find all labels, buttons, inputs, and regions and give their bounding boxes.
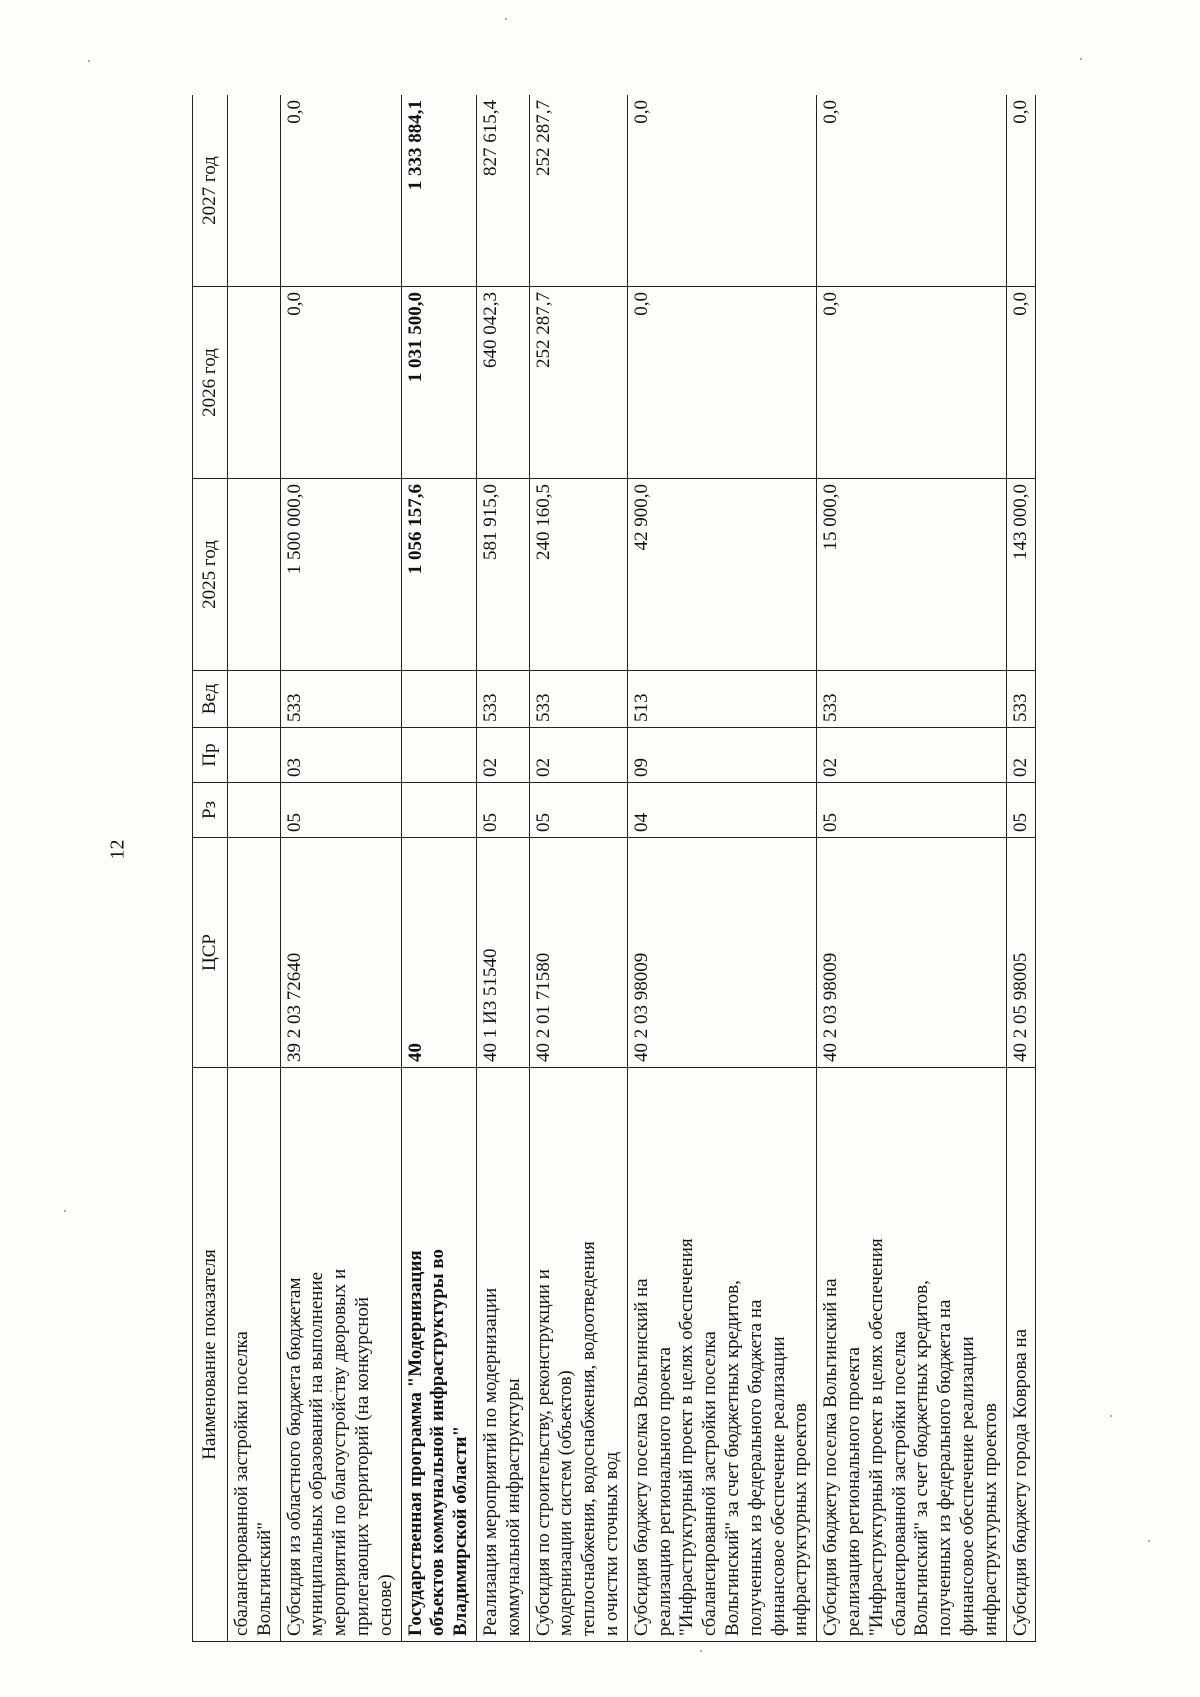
table-row <box>1006 95 1036 1642</box>
cell-csr: 40 <box>401 838 476 1068</box>
cell-rz <box>228 783 281 838</box>
cell-2027: 252 287,7 <box>529 95 627 287</box>
cell-csr: 40 2 05 98005 <box>1006 838 1036 1068</box>
cell-pr: 02 <box>817 728 1006 783</box>
cell-csr: 40 2 03 98009 <box>627 838 816 1068</box>
cell-2025: 1 056 157,6 <box>401 479 476 671</box>
cell-2026: 252 287,7 <box>529 287 627 479</box>
cell-pr <box>401 728 476 783</box>
cell-2026: 0,0 <box>1006 287 1036 479</box>
header-2025: 2025 год <box>193 479 228 671</box>
cell-name: Субсидия бюджету поселка Вольгинский на реализацию регионального проекта "Инфраструктурный проект в целях обеспечения сбалансированной застройки поселка Вольгинский" за счет бюджетных кредитов, полученных из федерального бюджета на финансовое обеспечение реализации инфраструктурных проектов <box>627 1068 816 1642</box>
cell-2025: 240 160,5 <box>529 479 627 671</box>
cell-name: Субсидия бюджету поселка Вольгинский на реализацию регионального проекта "Инфраструктурный проект в целях обеспечения сбалансированной застройки поселка Вольгинский" за счет бюджетных кредитов, полученных из федерального бюджета на финансовое обеспечение реализации инфраструктурных проектов <box>817 1068 1006 1642</box>
cell-rz: 05 <box>280 783 401 838</box>
header-rz: Рз <box>193 783 228 838</box>
cell-rz: 05 <box>1006 783 1036 838</box>
cell-2027: 0,0 <box>817 95 1006 287</box>
rotated-table <box>192 95 1044 1642</box>
cell-name: Субсидия бюджету города Коврова на <box>1006 1068 1036 1642</box>
header-2027: 2027 год <box>193 95 228 287</box>
cell-pr: 03 <box>280 728 401 783</box>
cell-ved: 533 <box>529 671 627 728</box>
cell-2026: 1 031 500,0 <box>401 287 476 479</box>
cell-2026 <box>228 287 281 479</box>
table-row <box>529 95 627 1642</box>
cell-2026: 0,0 <box>817 287 1006 479</box>
cell-ved: 533 <box>1006 671 1036 728</box>
header-ved: Вед <box>193 671 228 728</box>
budget-table <box>192 95 1036 1642</box>
table-header-row <box>193 95 228 1642</box>
table-row <box>228 95 281 1642</box>
cell-pr: 09 <box>627 728 816 783</box>
cell-pr <box>228 728 281 783</box>
cell-2026: 0,0 <box>280 287 401 479</box>
cell-2027: 827 615,4 <box>476 95 529 287</box>
cell-2025: 1 500 000,0 <box>280 479 401 671</box>
cell-name: Реализация мероприятий по модернизации коммунальной инфраструктуры <box>476 1068 529 1642</box>
cell-name: сбалансированной застройки поселка Вольгинский" <box>228 1068 281 1642</box>
cell-name: Субсидия из областного бюджета бюджетам муниципальных образований на выполнение мероприятий по благоустройству дворовых и прилегающих территорий (на конкурсной основе) <box>280 1068 401 1642</box>
cell-2026: 0,0 <box>627 287 816 479</box>
cell-2025: 42 900,0 <box>627 479 816 671</box>
header-2026: 2026 год <box>193 287 228 479</box>
table-row-program <box>401 95 476 1642</box>
cell-2027: 0,0 <box>1006 95 1036 287</box>
cell-rz: 04 <box>627 783 816 838</box>
cell-rz <box>401 783 476 838</box>
table-row <box>280 95 401 1642</box>
cell-2027: 0,0 <box>280 95 401 287</box>
header-pr: Пр <box>193 728 228 783</box>
cell-2025: 15 000,0 <box>817 479 1006 671</box>
cell-name: Субсидия по строительству, реконструкции и модернизации систем (объектов) теплоснабжения, водоснабжения, водоотведения и очистки сточных вод <box>529 1068 627 1642</box>
header-csr: ЦСР <box>193 838 228 1068</box>
cell-pr: 02 <box>1006 728 1036 783</box>
cell-pr: 02 <box>476 728 529 783</box>
cell-csr: 39 2 03 72640 <box>280 838 401 1068</box>
page-number: 12 <box>106 839 129 860</box>
cell-ved: 533 <box>476 671 529 728</box>
cell-name: Государственная программа "Модернизация объектов коммунальной инфраструктуры во Владимирской области" <box>401 1068 476 1642</box>
cell-2025: 143 000,0 <box>1006 479 1036 671</box>
table-row <box>476 95 529 1642</box>
cell-csr: 40 2 01 71580 <box>529 838 627 1068</box>
cell-2027: 1 333 884,1 <box>401 95 476 287</box>
header-name: Наименование показателя <box>193 1068 228 1642</box>
cell-csr: 40 2 03 98009 <box>817 838 1006 1068</box>
cell-ved: 533 <box>817 671 1006 728</box>
cell-2027: 0,0 <box>627 95 816 287</box>
cell-rz: 05 <box>529 783 627 838</box>
cell-ved: 533 <box>280 671 401 728</box>
cell-ved <box>228 671 281 728</box>
cell-2027 <box>228 95 281 287</box>
budget-table-container <box>192 95 1044 1642</box>
table-row <box>627 95 816 1642</box>
cell-csr <box>228 838 281 1068</box>
cell-2025 <box>228 479 281 671</box>
cell-rz: 05 <box>817 783 1006 838</box>
cell-pr: 02 <box>529 728 627 783</box>
table-row <box>817 95 1006 1642</box>
cell-2026: 640 042,3 <box>476 287 529 479</box>
cell-ved <box>401 671 476 728</box>
cell-csr: 40 1 И3 51540 <box>476 838 529 1068</box>
cell-2025: 581 915,0 <box>476 479 529 671</box>
cell-rz: 05 <box>476 783 529 838</box>
cell-ved: 513 <box>627 671 816 728</box>
